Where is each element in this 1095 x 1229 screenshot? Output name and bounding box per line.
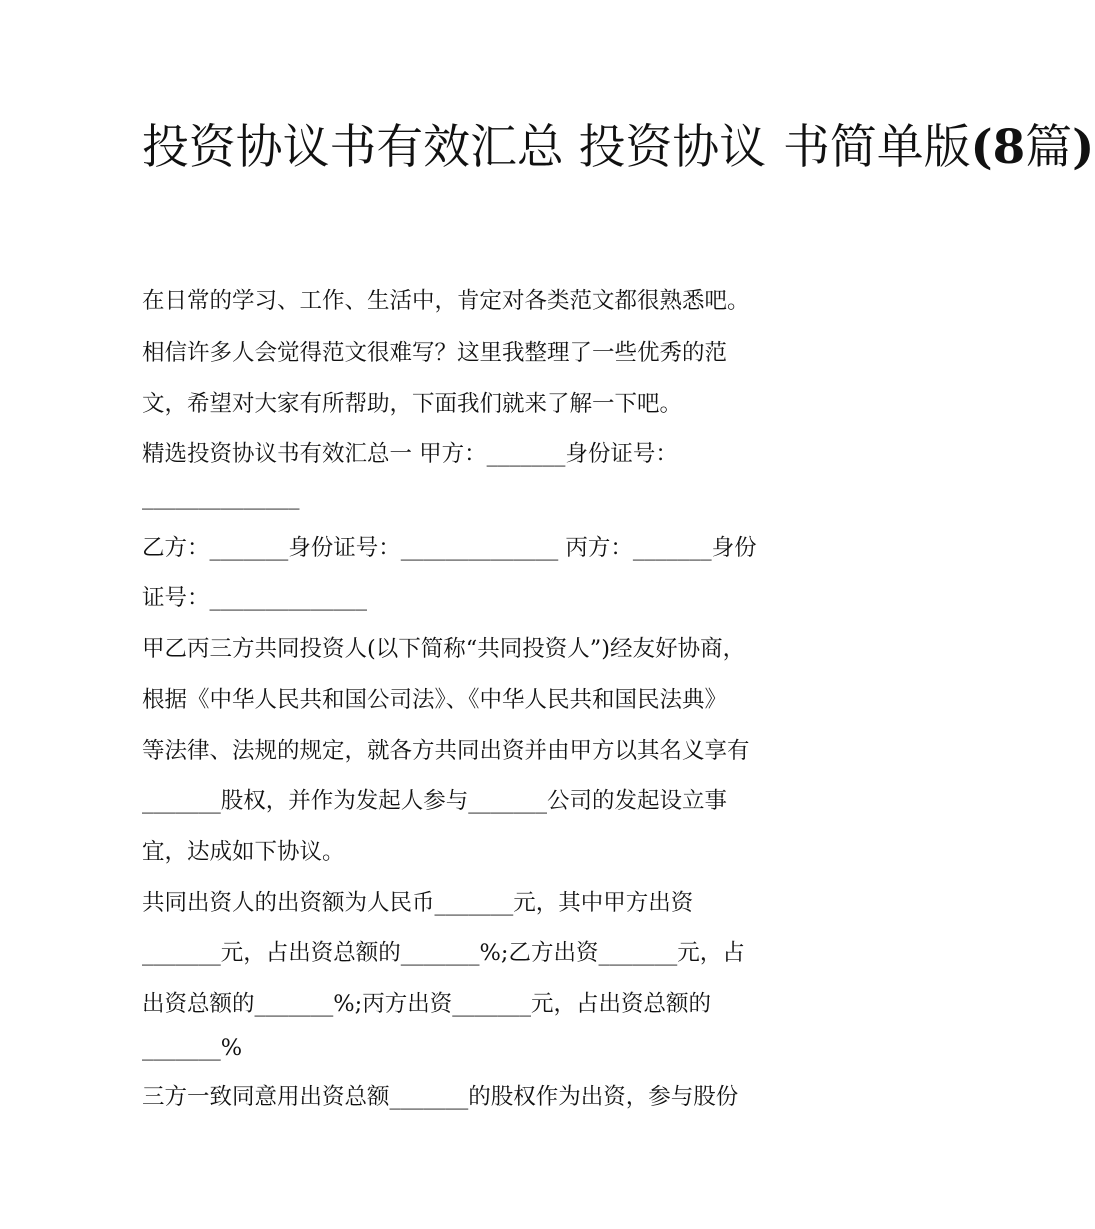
body-line-2: 相信许多人会觉得范文很难写？这里我整理了一些优秀的范 [142,340,728,366]
body-line-11: _______股权，并作为发起人参与_______公司的发起设立事 [142,788,728,814]
body-line-1: 在日常的学习、工作、生活中，肯定对各类范文都很熟悉吧。 [142,288,750,314]
body-line-7: 证号：______________ [142,585,368,611]
body-line-14: _______元，占出资总额的_______%;乙方出资_______元，占 [142,940,745,966]
title-count-open: (8 [970,120,1026,175]
title-count-close: ) [1072,120,1095,175]
body-line-13: 共同出资人的出资额为人民币_______元，其中甲方出资 [142,890,694,916]
body-line-9: 根据《中华人民共和国公司法》、《中华人民共和国民法典》 [142,687,728,713]
body-line-6: 乙方：_______身份证号：______________ 丙方：_______身份 [142,535,757,561]
body-line-15: 出资总额的_______%;丙方出资_______元，占出资总额的 [142,991,711,1017]
document-title [142,110,1095,186]
body-line-8: 甲乙丙三方共同投资人(以下简称“共同投资人”)经友好协商， [142,636,746,662]
title-count-unit: 篇 [1025,120,1073,175]
body-line-17: 三方一致同意用出资总额_______的股权作为出资，参与股份 [142,1084,739,1110]
title-line-2 [783,110,1094,186]
body-line-10: 等法律、法规的规定，就各方共同出资并由甲方以其名义享有 [142,738,750,764]
body-line-12: 宜，达成如下协议。 [142,839,345,865]
title-line-2-text: 书简单版 [782,120,971,175]
body-line-5: ______________ [142,484,300,510]
body-line-3: 文，希望对大家有所帮助，下面我们就来了解一下吧。 [142,391,683,417]
title-line-1: 投资协议书有效汇总 投资协议 [142,120,767,175]
body-line-4: 精选投资协议书有效汇总一 甲方：_______身份证号： [142,441,678,467]
body-line-16: _______% [142,1035,243,1061]
